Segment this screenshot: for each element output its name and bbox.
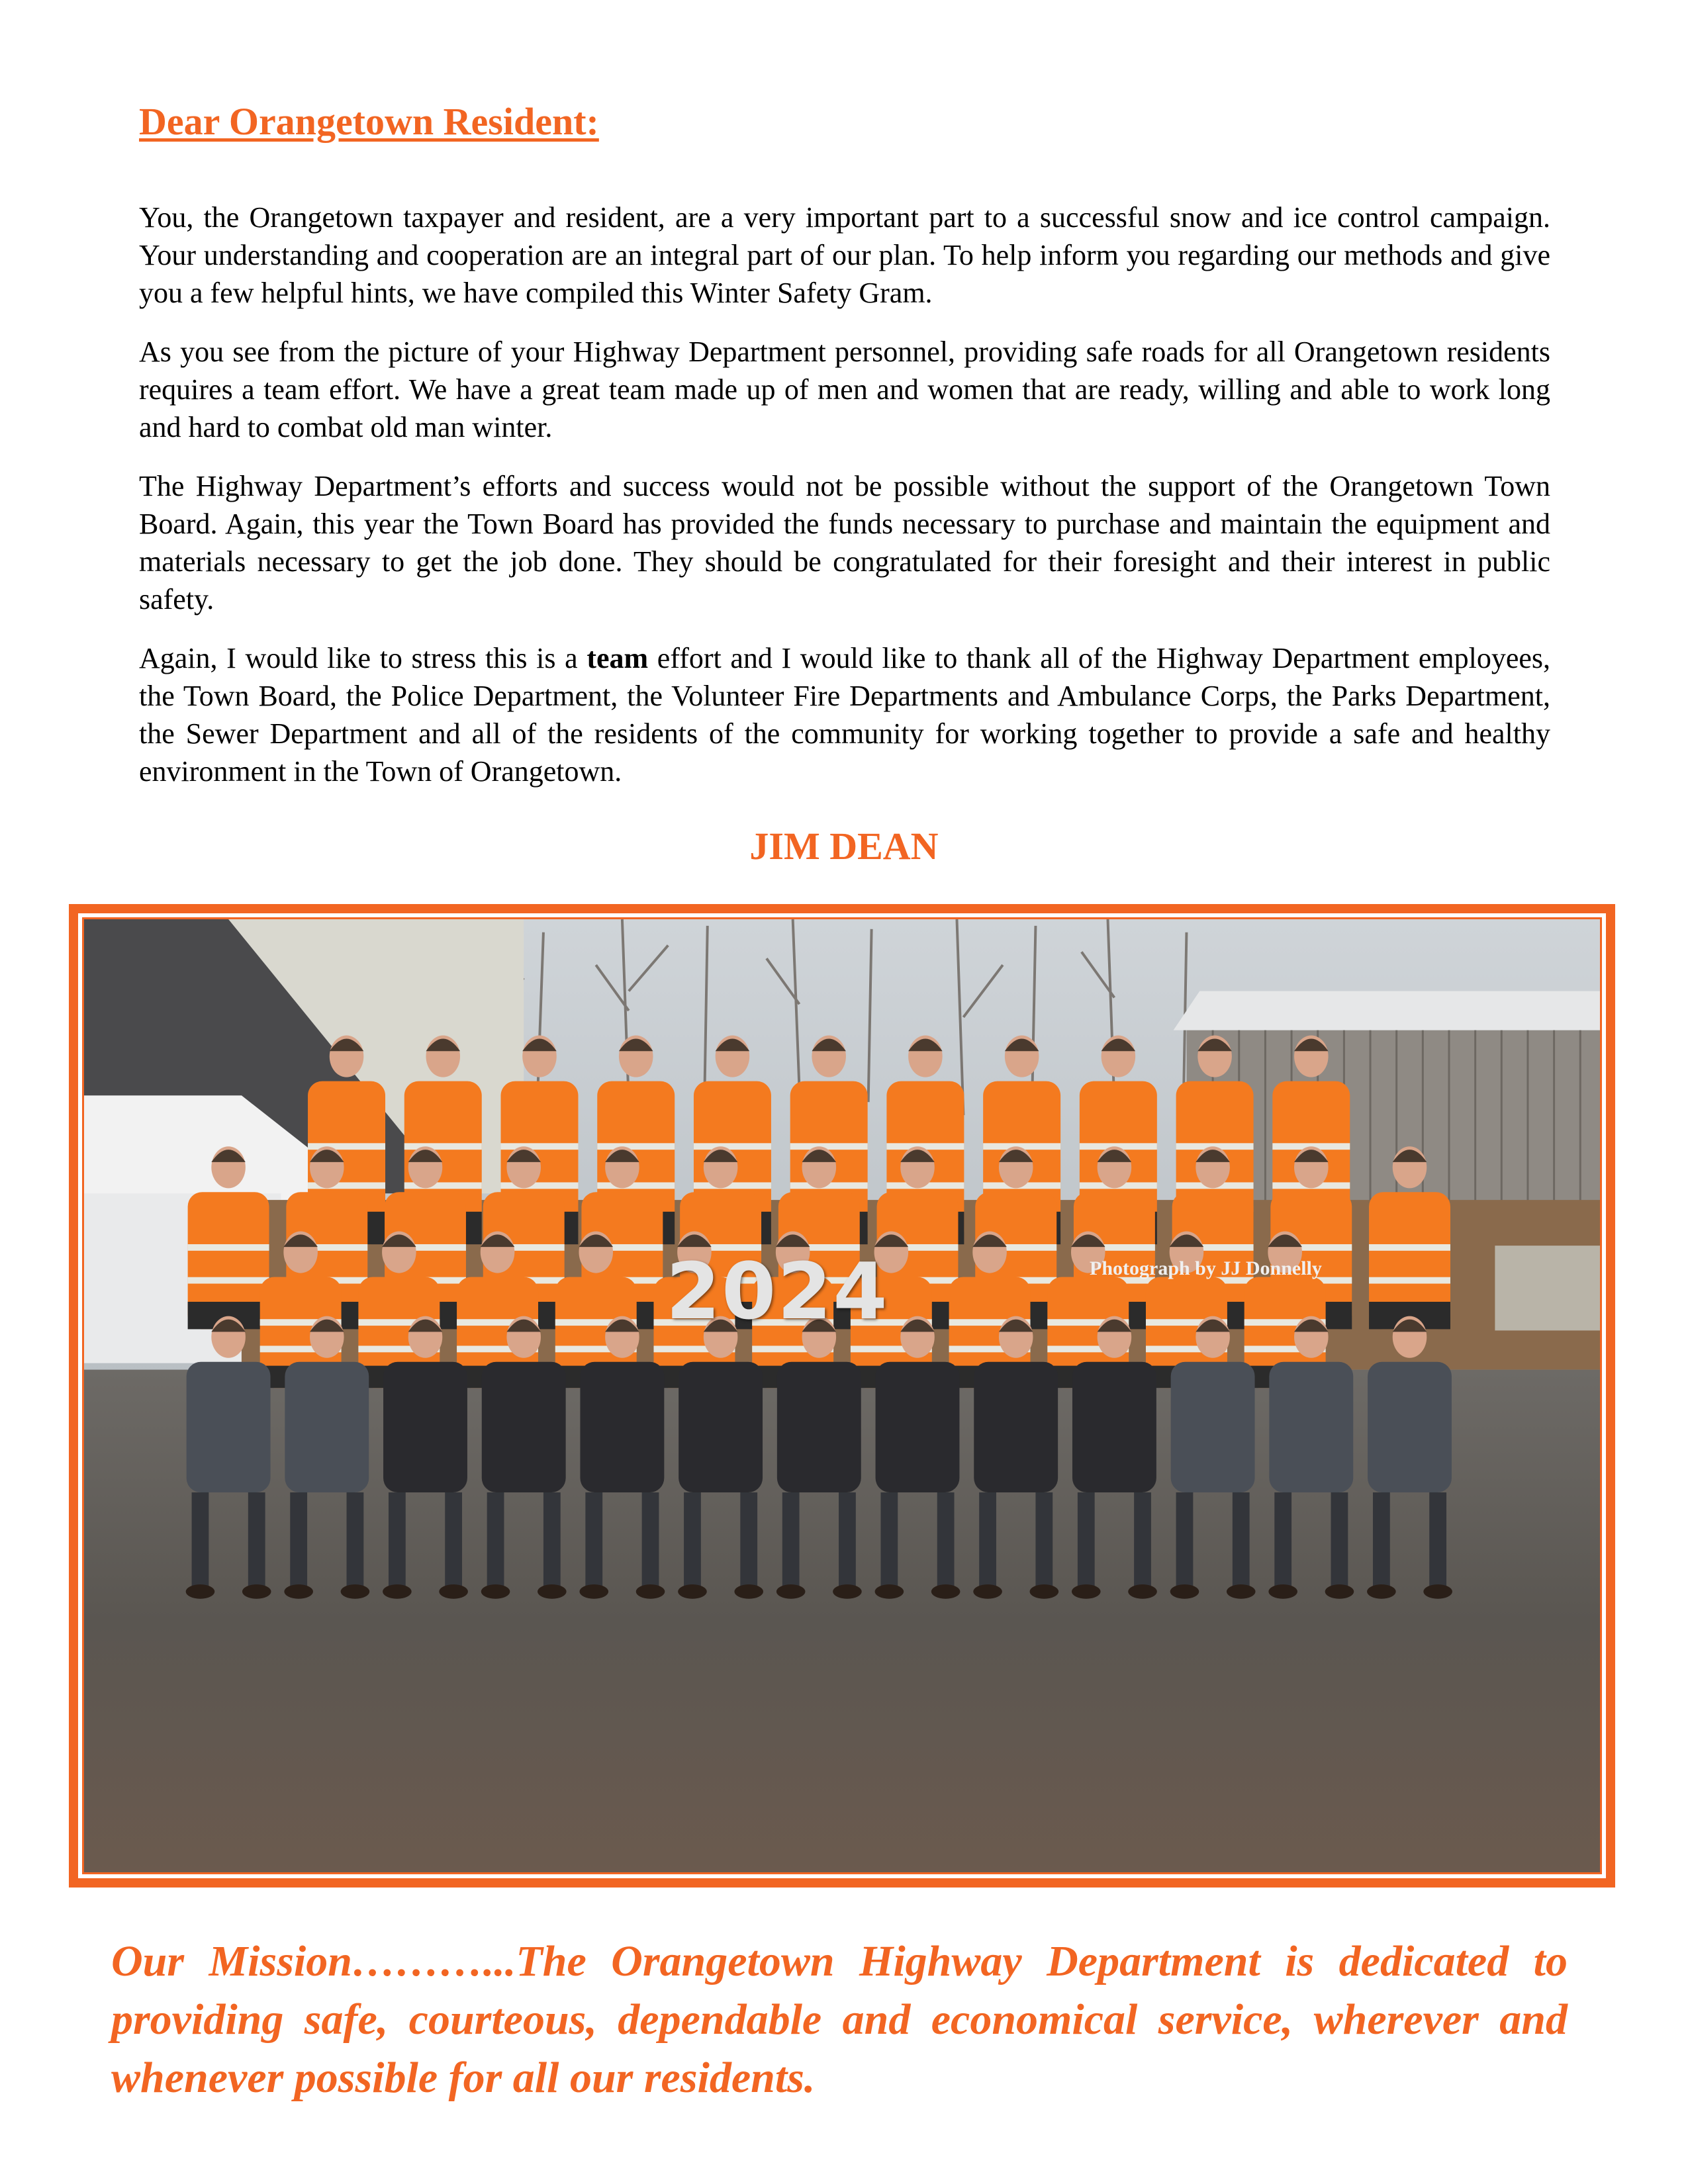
letter-greeting: Dear Orangetown Resident: [139, 100, 599, 143]
photo-credit: Photograph by JJ Donnelly [1090, 1257, 1322, 1279]
team-emphasis: team [586, 642, 649, 674]
team-photo [82, 917, 1602, 1874]
team-photo-frame [69, 904, 1615, 1888]
right-shed-roof [1174, 991, 1600, 1030]
paragraph-4-lead: Again, I would like to stress this is a [139, 642, 587, 674]
signature: JIM DEAN [749, 825, 939, 868]
letter-paragraph-1: You, the Orangetown taxpayer and resident, are a very important part to a successful snow and ice control campaign. Your understanding and cooperation are an integral part of our plan. To help inform you regarding our methods and give you a few helpful hints, we have compiled this Winter Safety Gram. [139, 201, 1550, 309]
photo-year-stamp: 2024 [666, 1246, 889, 1337]
concrete-blocks [1495, 1246, 1600, 1330]
mission-statement: Our Mission………...The Orangetown Highway Department is dedicated to providing safe, courteous, dependable and economical service, wherever and whenever possible for all our residents. [111, 1937, 1568, 2102]
team-photo-illustration [84, 919, 1600, 1872]
letter-paragraph-3: The Highway Department’s efforts and success would not be possible without the support of the Orangetown Town Board. Again, this year the Town Board has provided the funds necessary to purchase and maintain the equipment and materials necessary to get the job done. They should be congratulated for their foresight and their interest in public safety. [139, 470, 1550, 615]
letter-body [139, 199, 1550, 811]
letter-paragraph-4 [139, 639, 1550, 790]
paragraph-4-rest: effort and I would like to thank all of the Highway Department employees, the Town Board, the Police Department, the Volunteer Fire Departments and Ambulance Corps, the Parks Department, the Sewer Department and all of the residents of the community for working together to provide a safe and healthy environment in the Town of Orangetown. [139, 642, 1551, 788]
letter-paragraph-2: As you see from the picture of your Highway Department personnel, providing safe roads for all Orangetown residents requires a team effort. We have a great team made up of men and women that are ready, willing and able to work long and hard to combat old man winter. [139, 336, 1550, 443]
